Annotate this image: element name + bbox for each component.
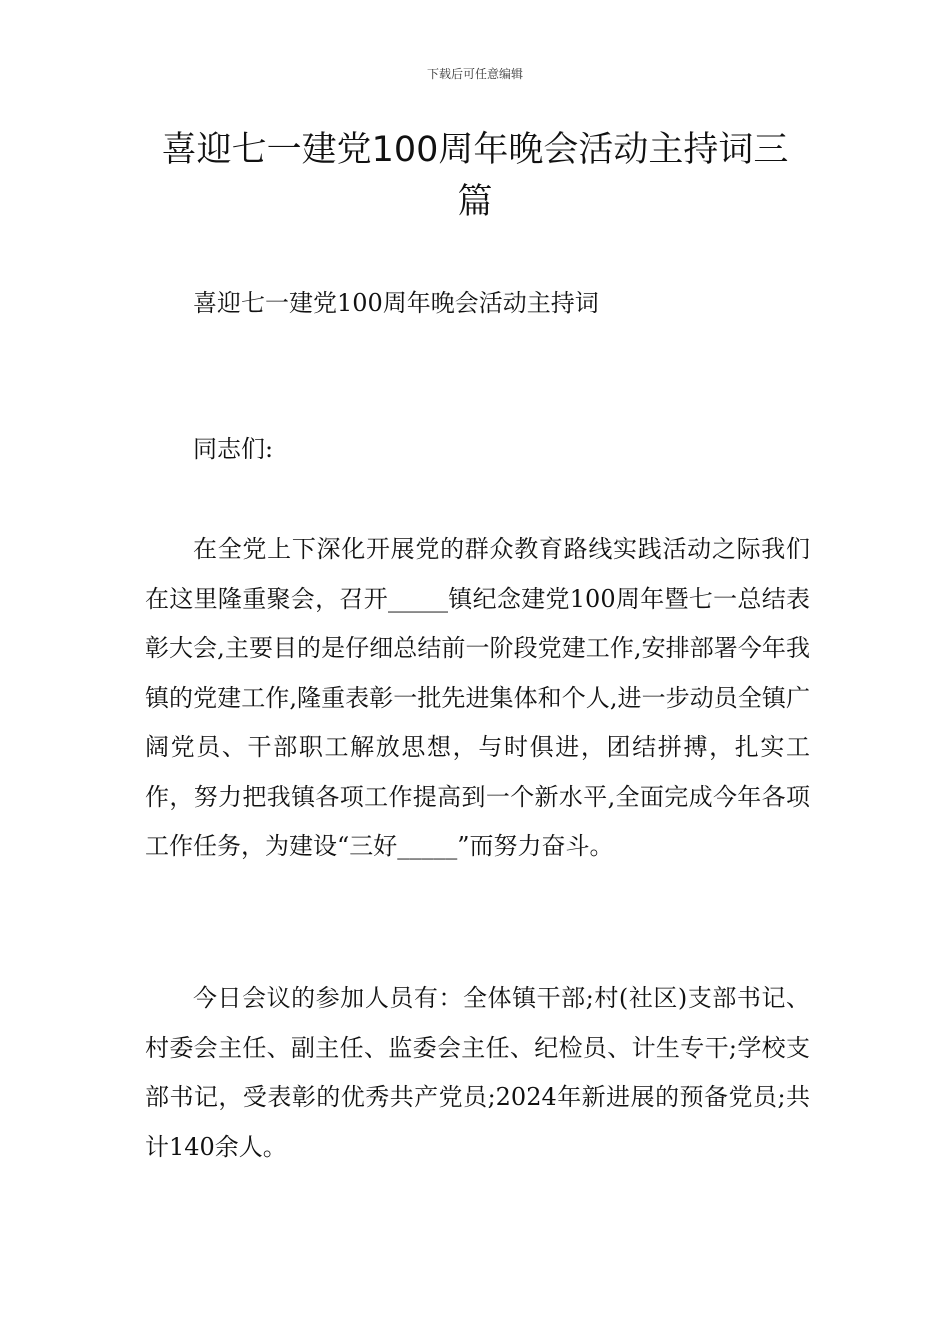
body-paragraph: 在全党上下深化开展党的群众教育路线实践活动之际我们在这里隆重聚会，召开_____镇纪念建党100周年暨七一总结表彰大会,主要目的是仔细总结前一阶段党建工作,安排部署今年我镇的党建工作,隆重表彰一批先进集体和个人,进一步动员全镇广阔党员、干部职工解放思想，与时俱进，团结拼搏，扎实工作，努力把我镇各项工作提高到一个新水平,全面完成今年各项工作任务，为建设“三好_____”而努力奋斗。 xyxy=(145,535,810,860)
document-title: 喜迎七一建党100周年晚会活动主持词三篇 xyxy=(161,130,789,222)
document-subtitle: 喜迎七一建党100周年晚会活动主持词 xyxy=(193,289,599,317)
greeting-line: 同志们: xyxy=(193,435,274,463)
body-paragraph: 今日会议的参加人员有：全体镇干部;村(社区)支部书记、村委会主任、副主任、监委会主任、纪检员、计生专干;学校支部书记，受表彰的优秀共产党员;2024年新进展的预备党员;共计140余人。 xyxy=(145,984,810,1161)
header-note: 下载后可任意编辑 xyxy=(426,67,523,81)
